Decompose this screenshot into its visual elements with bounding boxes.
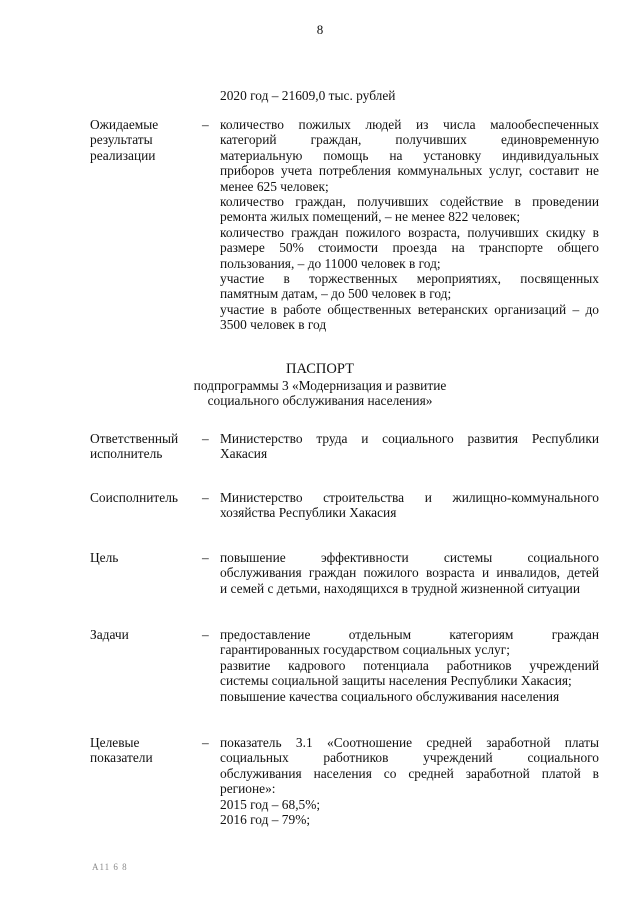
target-indicators-text (220, 735, 599, 827)
label-line: Соисполнитель (90, 490, 179, 505)
label-line: Цель (90, 550, 119, 565)
text-line: менее 625 человек; (220, 178, 329, 194)
label-line: результаты (90, 132, 153, 148)
subprogram-title-line: социального обслуживания населения» (207, 393, 433, 409)
label-dash: – (202, 735, 209, 750)
label-dash: – (202, 627, 209, 642)
text-line: 3500 человек в год (220, 317, 327, 333)
text-line: размере 50% стоимости проезда на транспорте общего (220, 240, 599, 256)
label-line: реализации (90, 147, 156, 163)
text-line: участие в торжественных мероприятиях, посвященных (220, 271, 599, 287)
label-dash: – (202, 431, 209, 446)
text-line: 2015 год – 68,5%; (220, 796, 321, 812)
page-number: 8 (316, 22, 324, 37)
text-line: ремонта жилых помещений, – не менее 822 человек; (220, 209, 521, 225)
co-executor-text (220, 490, 599, 521)
text-line: системы социальной защиты населения Республики Хакасия; (220, 673, 572, 689)
tasks-label (90, 627, 200, 642)
passport-heading: ПАСПОРТ (286, 361, 354, 377)
text-line: материальную помощь на установку индивидуальных (220, 147, 599, 163)
text-line: категорий граждан, получивших единовременную (220, 132, 599, 148)
text-line: показатель 3.1 «Соотношение средней заработной платы (220, 735, 599, 750)
text-line: хозяйства Республики Хакасия (220, 505, 397, 521)
text-line: участие в работе общественных ветеранских организаций – до (220, 301, 599, 317)
text-line: памятным датам, – до 500 человек в год; (220, 286, 452, 302)
text-line: повышение качества социального обслуживания населения (220, 688, 560, 704)
text-line: Министерство строительства и жилищно-коммунального (220, 490, 599, 505)
responsible-executor-label (90, 431, 200, 462)
text-line: приборов учета потребления коммунальных услуг, составит не (220, 163, 599, 179)
footer-mark: А11 6 8 (92, 862, 128, 872)
passport-title (0, 362, 640, 409)
label-dash: – (202, 490, 209, 505)
goal-text (220, 550, 599, 596)
text-line: 2016 год – 79%; (220, 812, 311, 828)
text-line: и семей с детьми, находящихся в трудной жизненной ситуации (220, 580, 580, 596)
text-line: пользования, – до 11000 человек в год; (220, 255, 441, 271)
target-indicators-label (90, 735, 200, 766)
expected-results-label (90, 117, 200, 163)
text-line: количество граждан пожилого возраста, получивших скидку в (220, 224, 599, 240)
co-executor-label (90, 490, 200, 505)
label-line: Целевые (90, 735, 140, 750)
text-line: обслуживания граждан пожилого возраста и инвалидов, детей (220, 565, 599, 581)
label-dash: – (202, 117, 209, 132)
text-line: Хакасия (220, 446, 268, 462)
text-line: гарантированных государством социальных услуг; (220, 642, 510, 658)
label-dash: – (202, 550, 209, 565)
label-line: Ожидаемые (90, 117, 159, 132)
text-line: обслуживания населения со средней заработной платой в (220, 765, 599, 781)
text-line: Министерство труда и социального развития Республики (220, 431, 599, 446)
subprogram-title-line: подпрограммы 3 «Модернизация и развитие (193, 377, 447, 393)
tasks-text (220, 627, 599, 704)
text-line: предоставление отдельным категориям граждан (220, 627, 599, 642)
responsible-executor-text (220, 431, 599, 462)
text-line: развитие кадрового потенциала работников учреждений (220, 657, 599, 673)
funding-line-2020: 2020 год – 21609,0 тыс. рублей (220, 88, 396, 103)
text-line: повышение эффективности системы социального (220, 550, 599, 565)
text-line: количество пожилых людей из числа малообеспеченных (220, 117, 599, 132)
label-line: Ответственный (90, 431, 179, 446)
text-line: регионе»: (220, 781, 276, 797)
label-line: показатели (90, 750, 153, 766)
text-line: количество граждан, получивших содействие в проведении (220, 194, 599, 210)
text-line: социальных работников учреждений социального (220, 750, 599, 766)
goal-label (90, 550, 200, 565)
label-line: Задачи (90, 627, 129, 642)
expected-results-text (220, 117, 599, 333)
label-line: исполнитель (90, 446, 163, 462)
